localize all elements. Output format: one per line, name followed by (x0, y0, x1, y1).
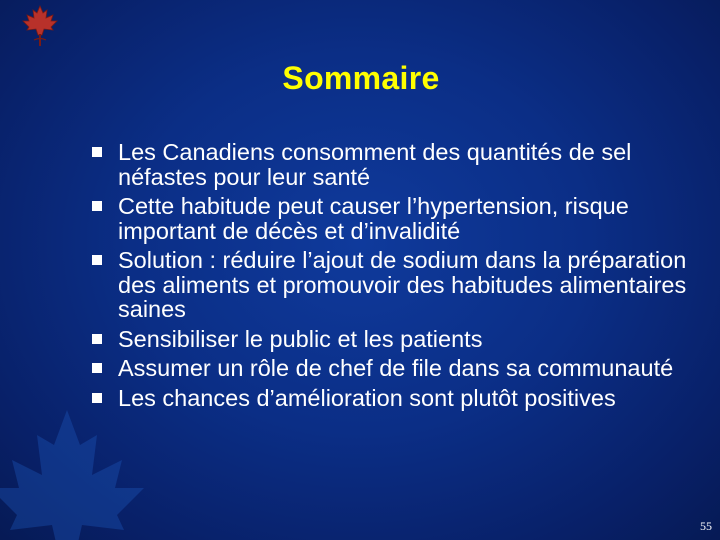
square-bullet-icon (92, 201, 102, 211)
square-bullet-icon (92, 255, 102, 265)
maple-leaf-watermark-icon (0, 400, 162, 540)
bullet-text: Les chances d’amélioration sont plutôt positives (118, 384, 616, 411)
bullet-text: Solution : réduire l’ajout de sodium dans la préparation des aliments et promouvoir des habitudes alimentaires saines (118, 247, 687, 322)
square-bullet-icon (92, 334, 102, 344)
bullet-text: Cette habitude peut causer l’hypertension, risque important de décès et d’invalidité (118, 193, 629, 244)
maple-leaf-logo-icon (20, 4, 60, 48)
bullet-item (92, 248, 702, 322)
square-bullet-icon (92, 147, 102, 157)
bullet-item (92, 327, 702, 352)
bullet-text: Les Canadiens consomment des quantités de sel néfastes pour leur santé (118, 139, 632, 190)
square-bullet-icon (92, 363, 102, 373)
bullet-item (92, 140, 702, 189)
bullet-text: Assumer un rôle de chef de file dans sa communauté (118, 355, 674, 381)
square-bullet-icon (92, 393, 102, 403)
page-number: 55 (700, 519, 712, 533)
slide-title: Sommaire (282, 60, 440, 96)
bullet-item (92, 194, 702, 243)
bullet-item (92, 356, 702, 381)
bullet-item (92, 386, 702, 411)
bullet-text: Sensibiliser le public et les patients (118, 325, 483, 352)
bullet-list (92, 140, 702, 415)
